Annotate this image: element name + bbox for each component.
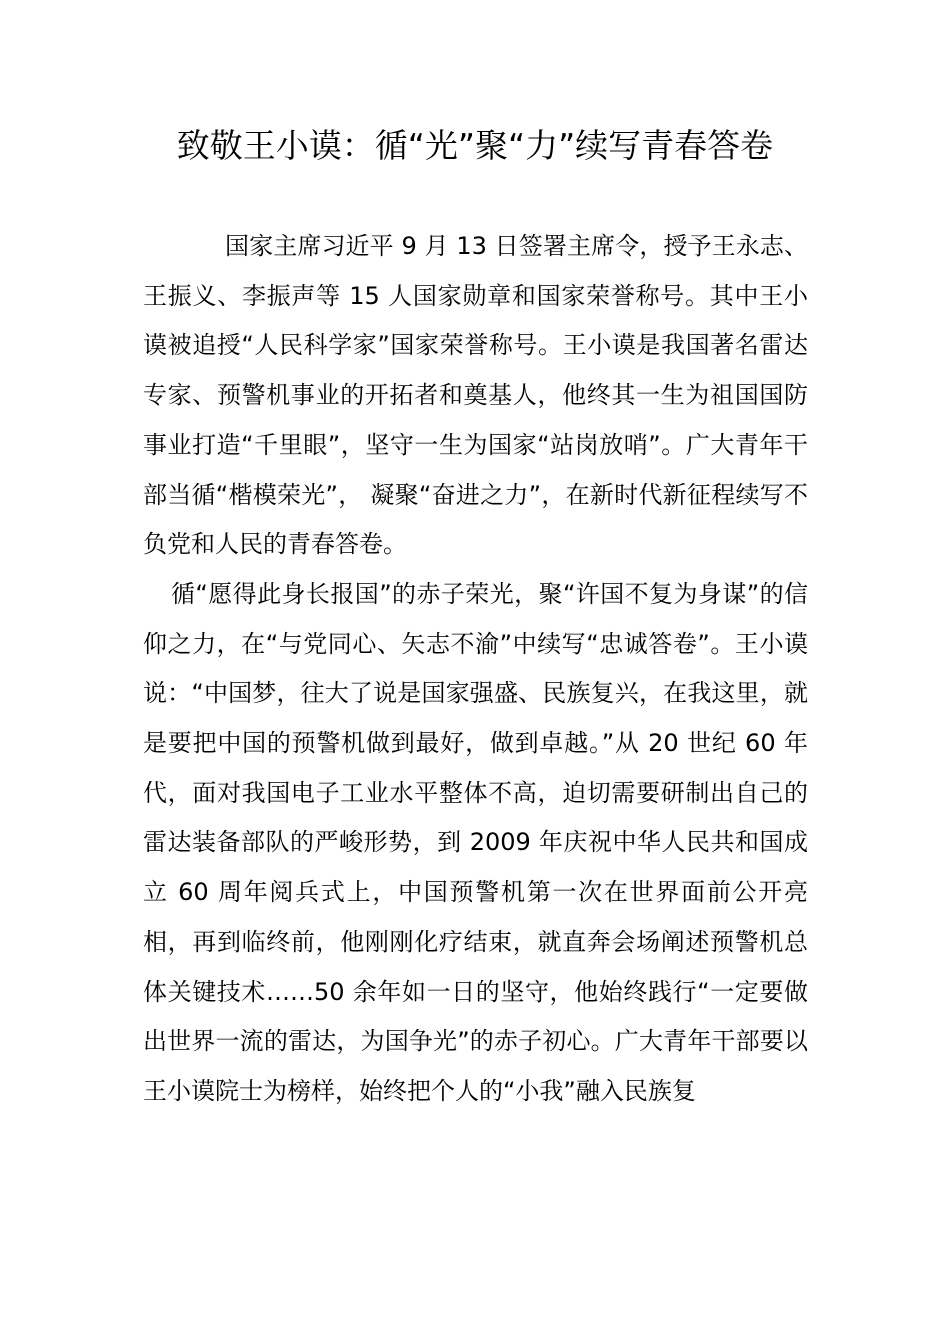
paragraph-1: 国家主席习近平 9 月 13 日签署主席令，授予王永志、王振义、李振声等 15 人国家勋章和国家荣誉称号。其中王小谟被追授“人民科学家”国家荣誉称号。王小谟是我国著名雷达专家、预警机事业的开拓者和奠基人，他终其一生为祖国国防事业打造“千里眼”，坚守一生为国家“站岗放哨”。广大青年干部当循“楷模荣光”， 凝聚“奋进之力”，在新时代新征程续写不负党和人民的青春答卷。: [143, 232, 808, 559]
document-title: 致敬王小谟：循“光”聚“力”续写青春答卷: [176, 126, 774, 165]
paragraph-2: 循“愿得此身长报国”的赤子荣光，聚“许国不复为身谋”的信仰之力，在“与党同心、矢志不渝”中续写“忠诚答卷”。王小谟说：“中国梦，往大了说是国家强盛、民族复兴，在我这里，就是要把中国的预警机做到最好，做到卓越。”从 20 世纪 60 年代，面对我国电子工业水平整体不高，迫切需要研制出自己的雷达装备部队的严峻形势，到 2009 年庆祝中华人民共和国成立 60 周年阅兵式上，中国预警机第一次在世界面前公开亮相，再到临终前，他刚刚化疗结束，就直奔会场阐述预警机总体关键技术……50 余年如一日的坚守，他始终践行“一定要做出世界一流的雷达，为国争光”的赤子初心。广大青年干部要以王小谟院士为榜样，始终把个人的“小我”融入民族复: [143, 579, 808, 1105]
document-body: [143, 222, 808, 1117]
